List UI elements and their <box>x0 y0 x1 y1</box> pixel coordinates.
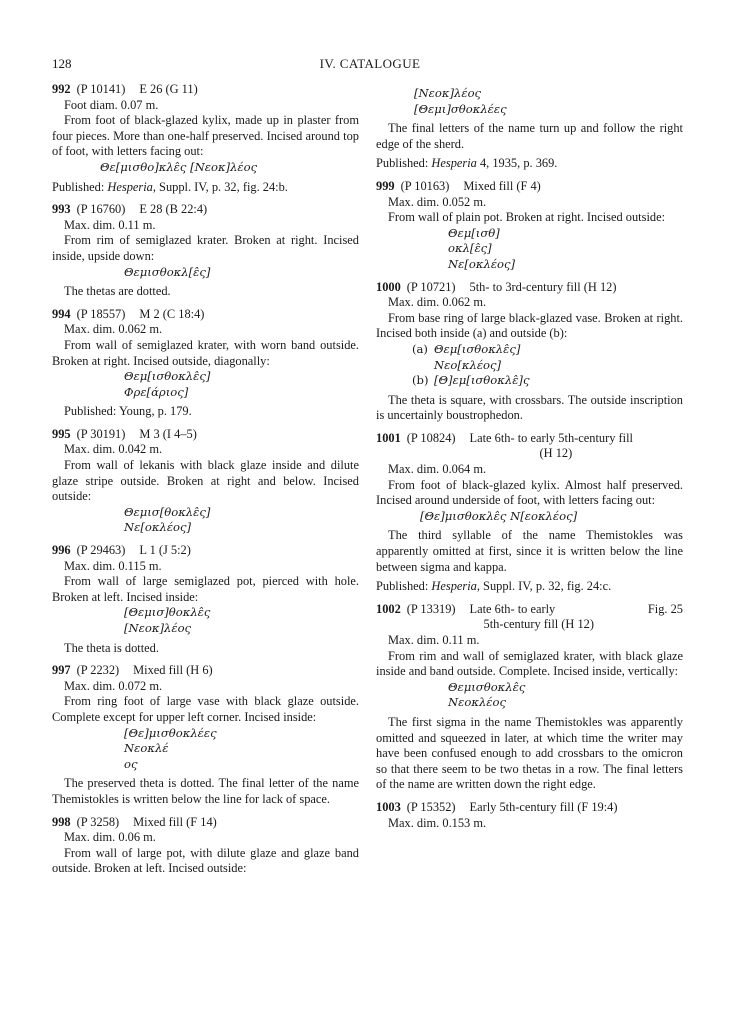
context-deposit: Early 5th-century fill (F 19:4) <box>469 799 618 814</box>
inscription-line: Θεμ[ισθοκλε̂ς] <box>434 341 521 356</box>
description: From ring foot of large vase with black glaze outside. Complete except for upper left corner. Incised inside: <box>52 694 359 724</box>
context-deposit: M 2 (C 18:4) <box>139 306 205 321</box>
right-column <box>376 86 683 838</box>
commentary: The third syllable of the name Themistokles was apparently omitted at first, since it is written below the line between sigma and kappa. <box>376 528 683 574</box>
inscription-line: [Νεοκ]λέος <box>414 86 482 100</box>
description: From base ring of large black-glazed vase. Broken at right. Incised both inside (a) and outside (b): <box>376 310 683 341</box>
publication <box>376 156 683 172</box>
context-line: Late 6th- to early 5th-century fill <box>469 430 633 445</box>
inscription-line: [Νεοκ]λέος <box>124 621 192 635</box>
catalogue-entry-1000 <box>376 280 683 424</box>
entry-number: 1003 <box>376 799 401 814</box>
commentary: The theta is dotted. <box>64 640 159 655</box>
inventory-number: (P 13319) <box>406 601 456 616</box>
commentary: The preserved theta is dotted. The final letter of the name Themistokles is written below the line for lack of space. <box>52 776 359 806</box>
page-number: 128 <box>52 56 72 71</box>
dimension: Max. dim. 0.115 m. <box>64 558 162 573</box>
entry-heading <box>376 602 683 633</box>
publication-prefix: Published: <box>52 179 108 194</box>
context-line: Late 6th- to early <box>469 601 556 616</box>
context-deposit: Mixed fill (H 6) <box>133 663 213 678</box>
publication <box>376 579 683 595</box>
journal-title: Hesperia <box>431 156 477 171</box>
publication <box>52 180 359 196</box>
publication-reference: 4, 1935, p. 369. <box>476 156 558 171</box>
entry-heading <box>52 815 359 831</box>
inscription-label: (b) <box>412 373 429 388</box>
catalogue-entry-994 <box>52 307 359 420</box>
commentary: The final letters of the name turn up and follow the right edge of the sherd. <box>376 121 683 151</box>
entry-number: 992 <box>52 82 71 96</box>
publication-reference: , Suppl. IV, p. 32, fig. 24:b. <box>152 179 288 194</box>
catalogue-entry-998-continued <box>376 86 683 172</box>
description: From wall of lekanis with black glaze inside and dilute glaze stripe outside. Broken at right and below. Incised outside: <box>52 458 359 504</box>
entry-heading <box>52 543 359 559</box>
inscription-line: [Θ]εμ[ισθοκλε̂]ς <box>434 373 530 388</box>
inscription-line: ος <box>124 756 138 771</box>
left-column <box>52 82 359 884</box>
dimension: Foot diam. 0.07 m. <box>64 97 159 112</box>
context-deposit: Mixed fill (F 4) <box>463 178 541 193</box>
inscription-line: Θεμ[ισθ] <box>448 225 500 240</box>
entry-number: 996 <box>52 543 71 558</box>
entry-heading <box>376 431 683 462</box>
inscription-line: [Θεμι]σθοκλέες <box>414 101 507 116</box>
commentary: The first sigma in the name Themistokles was apparently omitted and squeezed in later, at which time the writer may have been confused enough to add crossbars to the omicron so that there seem to be two thetas in a row. The final letters of the name are written down the right edge. <box>376 714 683 792</box>
description: From foot of black-glazed kylix, made up in plaster from four pieces. More than one-half preserved. Incised around top of foot, with letters facing out: <box>52 113 359 159</box>
inscription-line: Θεμισ[θοκλε̂ς] <box>124 504 211 519</box>
context-deposit: L 1 (J 5:2) <box>139 543 191 558</box>
catalogue-entry-1001 <box>376 431 683 595</box>
inventory-number: (P 2232) <box>76 663 120 678</box>
inventory-number: (P 30191) <box>76 426 126 441</box>
running-head: IV. CATALOGUE <box>319 56 421 71</box>
dimension: Max. dim. 0.072 m. <box>64 678 163 693</box>
inventory-number: (P 16760) <box>76 202 126 217</box>
inscription-b <box>376 373 683 389</box>
entry-number: 998 <box>52 814 71 829</box>
inscription-line: Νεοκλέ <box>124 741 169 756</box>
entry-number: 1000 <box>376 279 401 294</box>
entry-number: 993 <box>52 202 71 217</box>
description: From wall of semiglazed krater, with worn band outside. Broken at right. Incised outside, diagonally: <box>52 337 359 368</box>
inventory-number: (P 10721) <box>406 279 456 294</box>
catalogue-entry-1002 <box>376 602 683 793</box>
context-deposit <box>470 602 648 633</box>
inscription-line: Θεμ[ισθοκλε̂ς] <box>124 369 211 384</box>
journal-title: Hesperia <box>431 579 477 594</box>
inscription-label: (a) <box>412 341 428 356</box>
description: From rim and wall of semiglazed krater, with black glaze inside and band outside. Complete. Incised inside, vertically: <box>376 648 683 679</box>
inscription-line: Νε[οκλέος] <box>124 520 192 535</box>
context-deposit: 5th- to 3rd-century fill (H 12) <box>469 279 617 294</box>
inscription-line: Νεο[κλέος] <box>434 357 502 372</box>
inscription-line: οκλ[ε̂ς] <box>448 241 492 256</box>
entry-number: 1001 <box>376 430 401 445</box>
inscription-line: [Θεμισ]θοκλε̂ς <box>124 605 211 620</box>
entry-heading <box>52 202 359 218</box>
description: From foot of black-glazed kylix. Almost half preserved. Incised around underside of foot, with letters facing out: <box>376 477 683 508</box>
dimension: Max. dim. 0.042 m. <box>64 442 163 457</box>
entry-heading <box>52 82 359 98</box>
entry-heading <box>376 179 683 195</box>
entry-heading <box>52 663 359 679</box>
entry-number: 997 <box>52 663 71 678</box>
publication-reference: , Suppl. IV, p. 32, fig. 24:c. <box>476 579 612 594</box>
inscription-line: Θεμισθοκλ[ε̂ς] <box>124 264 211 279</box>
dimension: Max. dim. 0.11 m. <box>64 217 156 232</box>
catalogue-entry-996 <box>52 543 359 656</box>
inscription-line: Νεοκλέος <box>448 695 506 710</box>
catalogue-entry-993 <box>52 202 359 300</box>
inscription-line: [Θε]μισθοκλέες <box>124 725 217 740</box>
description: From wall of large pot, with dilute glaze and glaze band outside. Broken at left. Incised outside: <box>52 845 359 876</box>
dimension: Max. dim. 0.064 m. <box>388 462 487 477</box>
entry-number: 994 <box>52 306 71 321</box>
dimension: Max. dim. 0.11 m. <box>388 633 480 647</box>
inventory-number: (P 29463) <box>76 543 126 558</box>
entry-number: 999 <box>376 178 395 193</box>
inventory-number: (P 3258) <box>76 814 120 829</box>
commentary: The theta is square, with crossbars. The outside inscription is uncertainly boustrophedon. <box>376 392 683 423</box>
catalogue-entry-992 <box>52 82 359 195</box>
context-line: (H 12) <box>539 446 573 461</box>
context-deposit: E 26 (G 11) <box>139 82 198 96</box>
entry-heading <box>376 280 683 296</box>
inscription-a <box>376 342 683 373</box>
entry-heading <box>52 307 359 323</box>
entry-number: 995 <box>52 426 71 441</box>
inscription-line: Νε[οκλέος] <box>448 256 516 271</box>
inventory-number: (P 18557) <box>76 306 126 321</box>
entry-heading <box>52 427 359 443</box>
description: From rim of semiglazed krater. Broken at right. Incised inside, upside down: <box>52 233 359 263</box>
dimension: Max. dim. 0.153 m. <box>388 815 487 830</box>
inventory-number: (P 10141) <box>76 82 126 96</box>
catalogue-entry-999 <box>376 179 683 273</box>
publication-prefix: Published: <box>376 579 432 594</box>
catalogue-entry-997 <box>52 663 359 807</box>
inscription-line: Φρε[άριος] <box>124 384 189 399</box>
catalogue-entry-1003 <box>376 800 683 831</box>
inscription-line: [Θε]μισθοκλε̂ς Ν[εοκλέος] <box>420 508 578 523</box>
catalogue-entry-995 <box>52 427 359 536</box>
context-line: 5th-century fill (H 12) <box>483 617 594 632</box>
inventory-number: (P 10824) <box>406 430 456 445</box>
context-deposit: M 3 (I 4–5) <box>139 426 197 441</box>
description: From wall of large semiglazed pot, pierced with hole. Broken at left. Incised inside: <box>52 574 359 604</box>
dimension: Max. dim. 0.052 m. <box>388 194 487 209</box>
catalogue-entry-998 <box>52 815 359 877</box>
inscription-line: Θε[μισθο]κλε̂ς [Νεοκ]λέος <box>100 159 258 174</box>
publication-prefix: Published: <box>376 156 432 171</box>
dimension: Max. dim. 0.06 m. <box>64 830 156 845</box>
context-deposit <box>470 431 683 462</box>
description: From wall of plain pot. Broken at right. Incised outside: <box>388 210 666 225</box>
context-deposit: Mixed fill (F 14) <box>133 814 217 829</box>
dimension: Max. dim. 0.062 m. <box>64 322 163 337</box>
publication: Published: Young, p. 179. <box>64 404 192 419</box>
page-header <box>52 56 688 74</box>
entry-heading <box>376 800 683 816</box>
commentary: The thetas are dotted. <box>64 284 171 299</box>
entry-number: 1002 <box>376 601 401 616</box>
journal-title: Hesperia <box>107 179 153 194</box>
inventory-number: (P 10163) <box>400 178 450 193</box>
inventory-number: (P 15352) <box>406 799 456 814</box>
context-deposit: E 28 (B 22:4) <box>139 202 208 217</box>
dimension: Max. dim. 0.062 m. <box>388 295 487 310</box>
inscription-line: Θεμισθοκλε̂ς <box>448 679 526 694</box>
figure-reference: Fig. 25 <box>647 601 683 616</box>
